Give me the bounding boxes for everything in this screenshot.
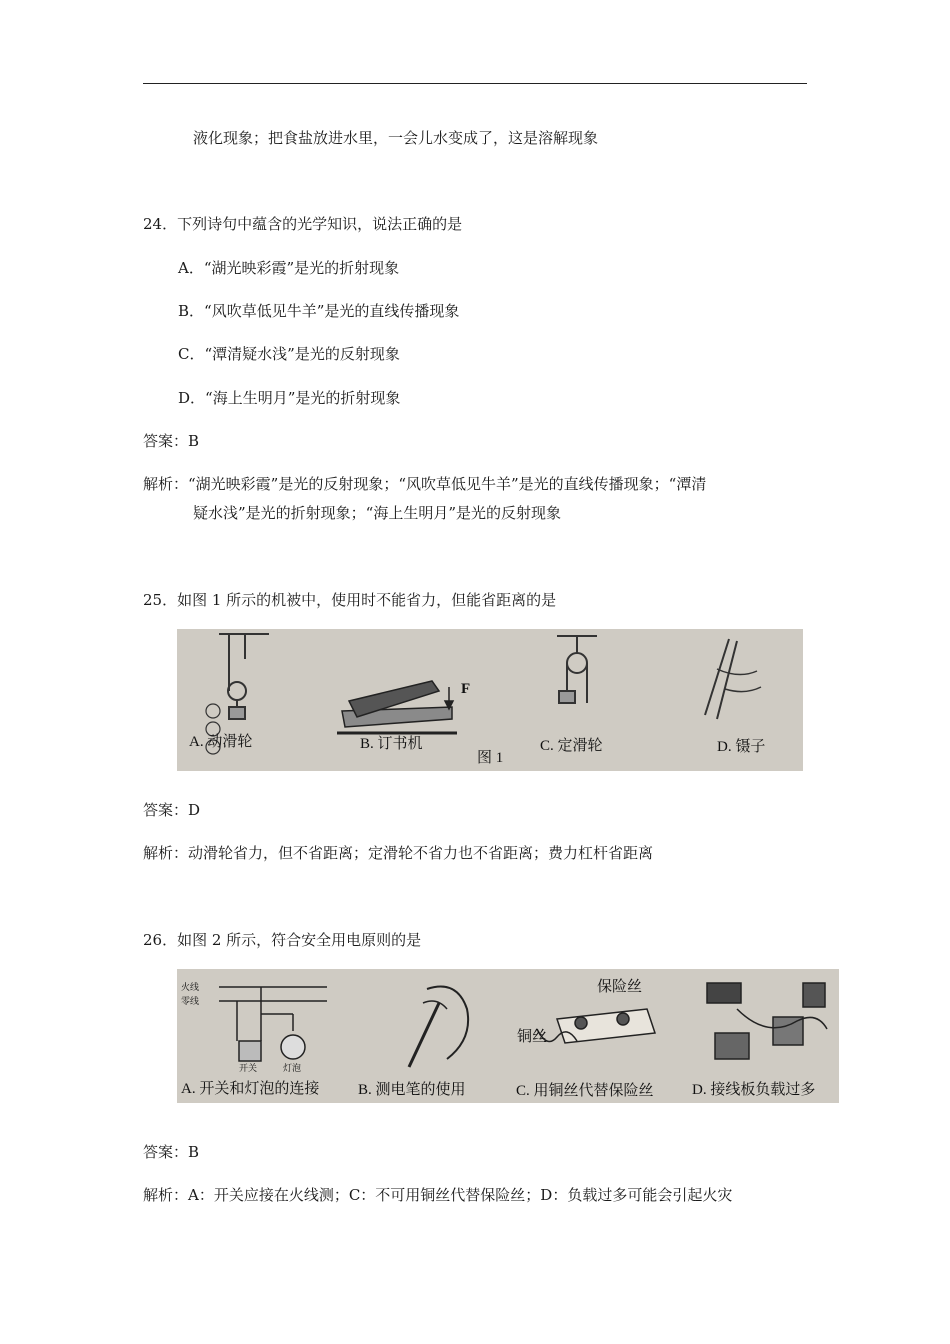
q24-answer: 答案：B bbox=[143, 432, 200, 450]
q26-answer: 答案：B bbox=[143, 1143, 200, 1161]
q24-option-a: A．“湖光映彩霞”是光的折射现象 bbox=[178, 259, 400, 277]
fig2-label-b: B. 测电笔的使用 bbox=[358, 1082, 466, 1098]
fixed-pulley-illustration bbox=[557, 636, 597, 703]
q25-answer: 答案：D bbox=[143, 801, 201, 819]
test-pen-illustration bbox=[409, 987, 468, 1068]
stapler-illustration bbox=[337, 681, 457, 733]
q24-option-c: C．“潭清疑水浅”是光的反射现象 bbox=[178, 345, 400, 363]
q24-analysis-line2: 疑水浅”是光的折射现象；“海上生明月”是光的反射现象 bbox=[193, 504, 562, 522]
fig1-label-c: C. 定滑轮 bbox=[540, 738, 603, 754]
force-label-f: F bbox=[461, 681, 471, 697]
q24-option-b: B．“风吹草低见牛羊”是光的直线传播现象 bbox=[178, 302, 460, 320]
fuse-board-illustration bbox=[537, 1009, 655, 1043]
overloaded-power-strip-illustration bbox=[707, 983, 827, 1059]
fuse-label: 保险丝 bbox=[597, 979, 643, 995]
switch-bulb-circuit-illustration bbox=[219, 987, 327, 1061]
q26-stem: 26．如图 2 所示，符合安全用电原则的是 bbox=[143, 931, 422, 949]
neutral-wire-label: 零线 bbox=[181, 996, 200, 1006]
q25-stem: 25．如图 1 所示的机被中，使用时不能省力，但能省距离的是 bbox=[143, 591, 557, 609]
live-wire-label: 火线 bbox=[181, 982, 200, 992]
copper-wire-label: 铜丝 bbox=[517, 1029, 548, 1045]
q24-stem: 24．下列诗句中蕴含的光学知识，说法正确的是 bbox=[143, 215, 463, 233]
bulb-label: 灯泡 bbox=[283, 1063, 302, 1073]
tweezers-illustration bbox=[705, 639, 761, 719]
fig2-label-d: D. 接线板负载过多 bbox=[692, 1082, 816, 1098]
previous-analysis-continuation: 液化现象；把食盐放进水里，一会儿水变成了，这是溶解现象 bbox=[193, 129, 599, 147]
q24-analysis-line1: 解析：“湖光映彩霞”是光的反射现象；“风吹草低见牛羊”是光的直线传播现象；“潭清 bbox=[143, 475, 707, 493]
figure-1-simple-machines bbox=[177, 629, 803, 771]
fig1-label-a: A. 动滑轮 bbox=[189, 734, 253, 750]
switch-label: 开关 bbox=[239, 1063, 258, 1073]
fig1-label-b: B. 订书机 bbox=[360, 736, 423, 752]
q25-analysis: 解析：动滑轮省力，但不省距离；定滑轮不省力也不省距离；费力杠杆省距离 bbox=[143, 844, 654, 862]
q24-option-d: D．“海上生明月”是光的折射现象 bbox=[178, 389, 401, 407]
fig1-label-d: D. 镊子 bbox=[717, 739, 766, 755]
fig2-label-c: C. 用铜丝代替保险丝 bbox=[516, 1083, 654, 1099]
q26-analysis: 解析：A：开关应接在火线测；C：不可用铜丝代替保险丝；D：负载过多可能会引起火灾 bbox=[143, 1186, 733, 1204]
header-rule bbox=[143, 83, 807, 84]
fig2-label-a: A. 开关和灯泡的连接 bbox=[181, 1081, 320, 1097]
figure-2-electrical-safety bbox=[177, 969, 839, 1103]
fig1-caption: 图 1 bbox=[477, 750, 504, 766]
